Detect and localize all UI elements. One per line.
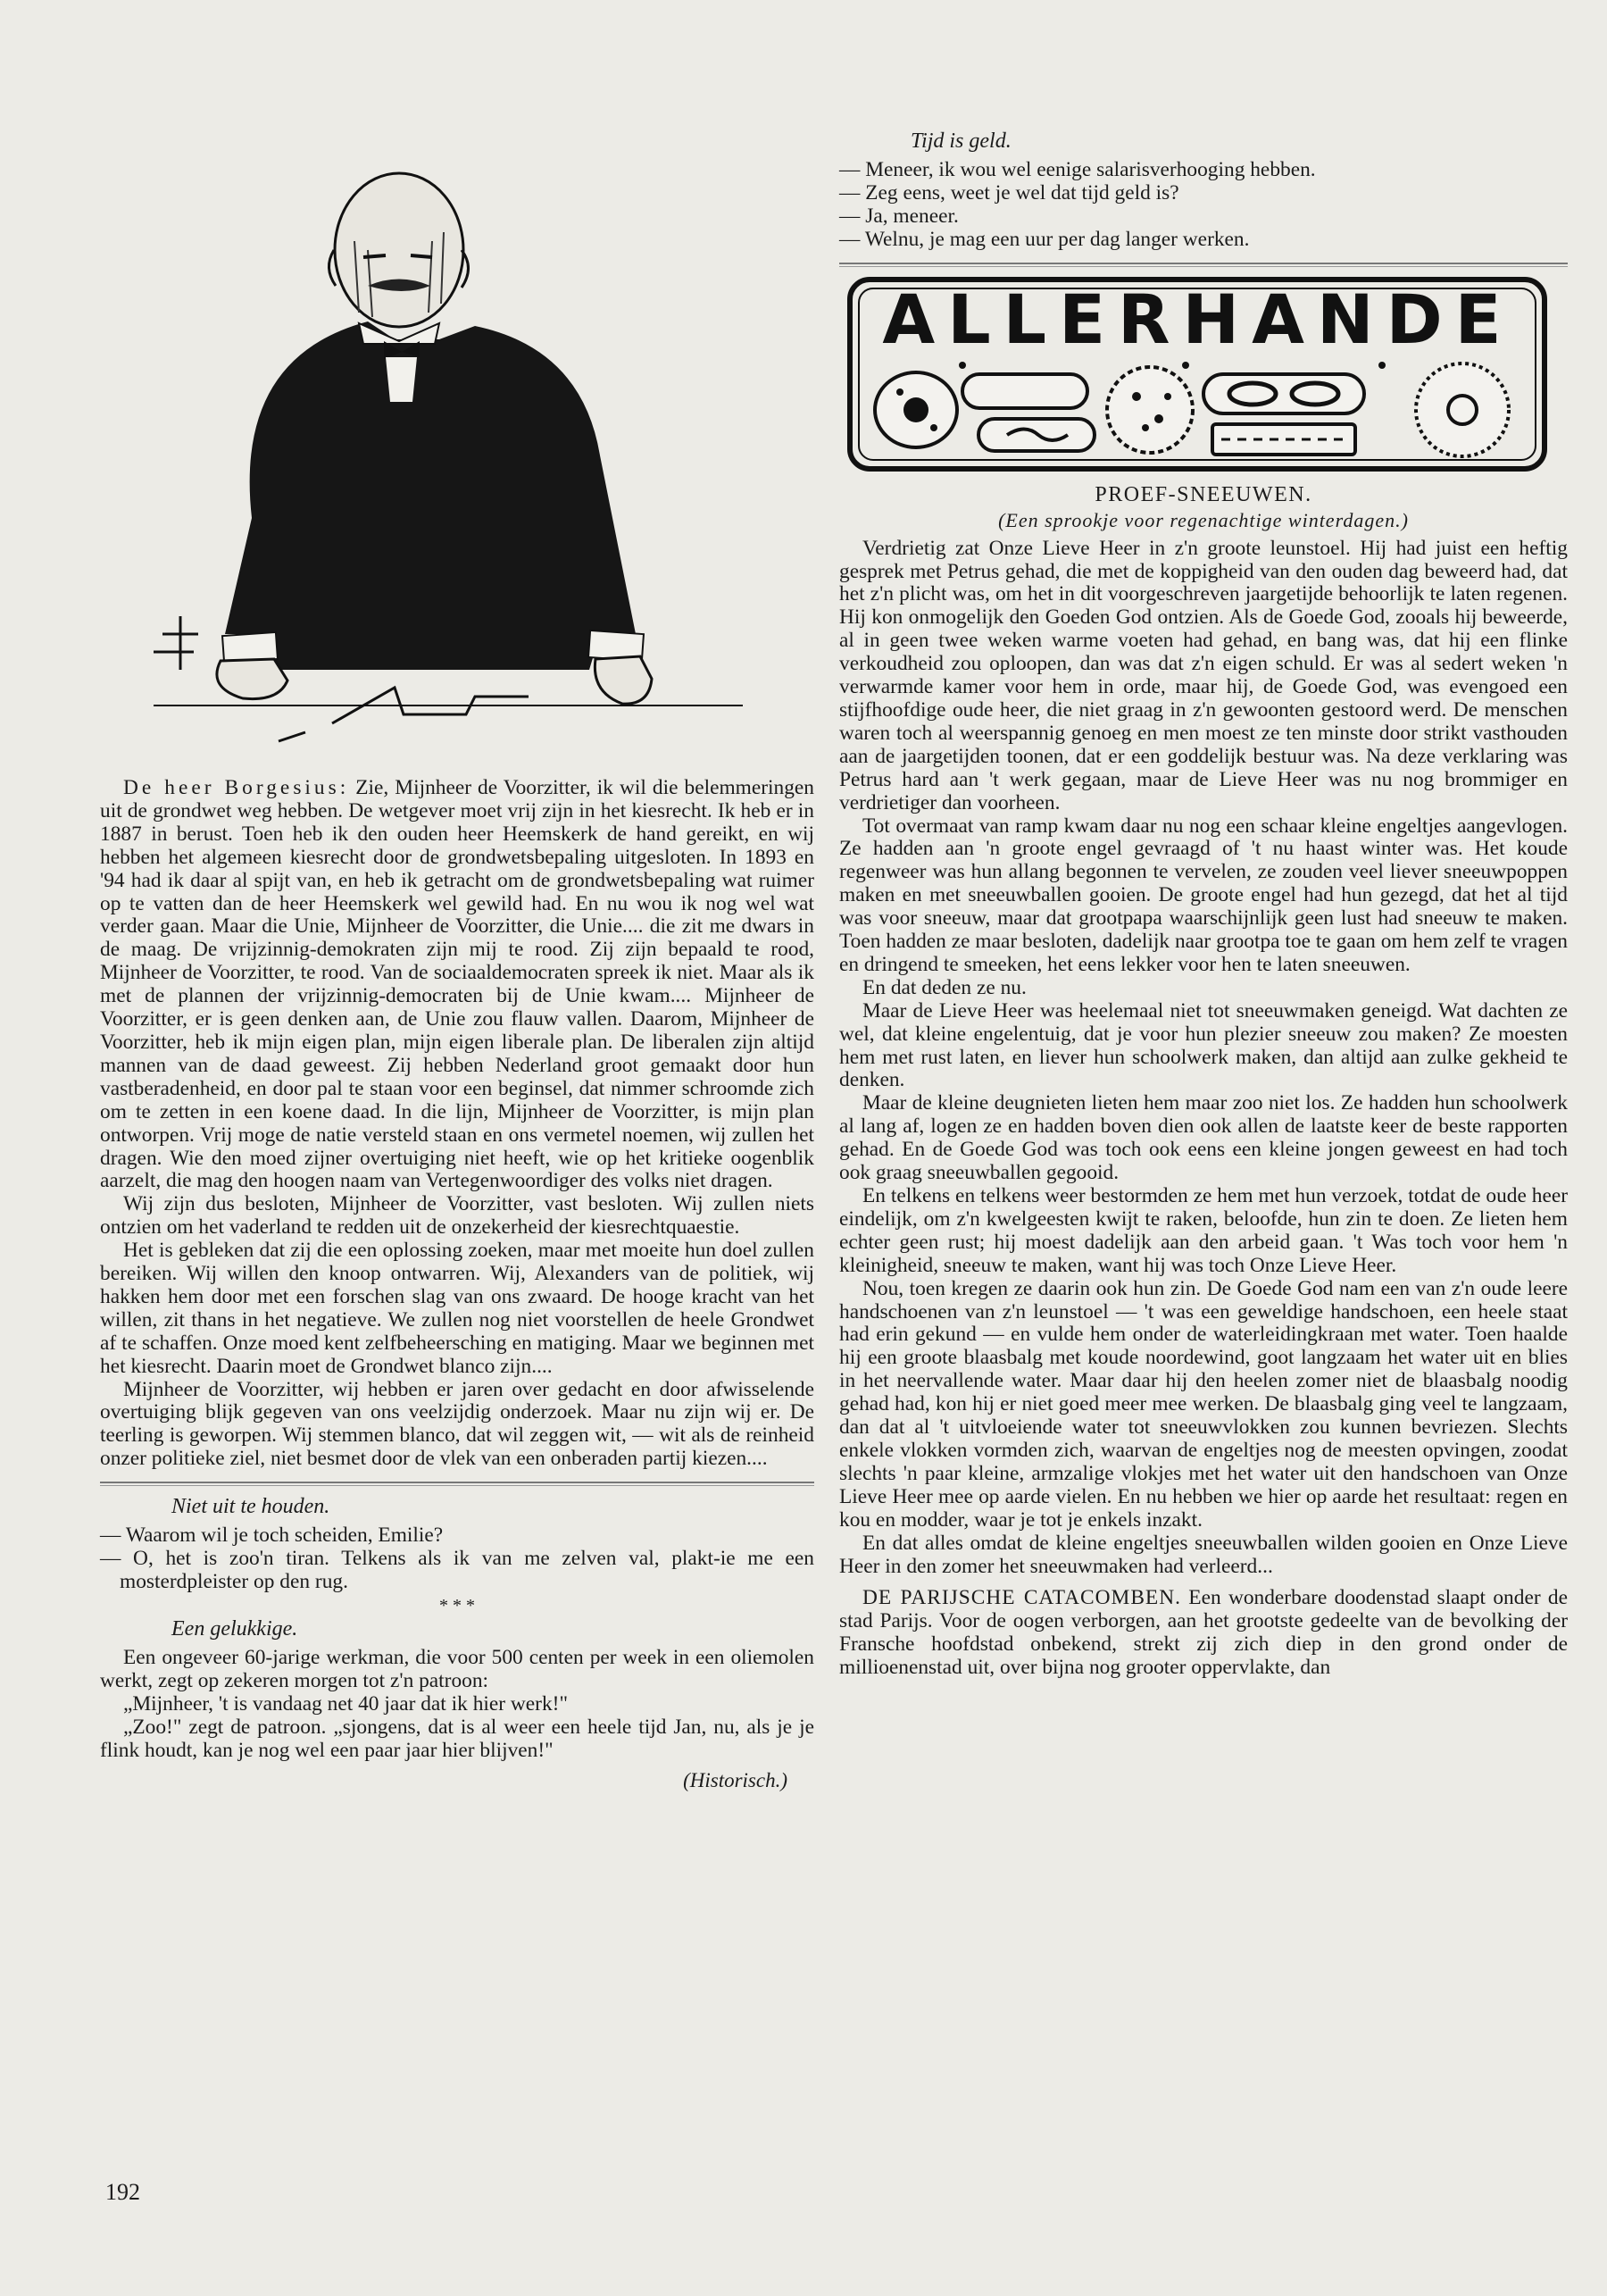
catacomb-paragraph <box>839 1587 1568 1680</box>
article-subtitle: (Een sprookje voor regenachtige winterdagen.) <box>998 508 1409 531</box>
story-paragraph: Maar de kleine deugnieten lieten hem maar zoo niet los. Ze hadden hun schoolwerk al lang af, logen ze en hadden boven dien ook allen de laatste keer de beste rapporten gehad. En de Goede God was toch ook eens een kleine jongen geweest en had toch ook graag sneeuwballen gegooid. <box>839 1091 1568 1185</box>
biscuit-icon <box>962 374 1095 451</box>
banner-title: ALLERHANDE <box>882 279 1514 359</box>
joke-line: — Zeg eens, weet je wel dat tijd geld is? <box>839 180 1179 205</box>
joke-line: — Waarom wil je toch scheiden, Emilie? <box>100 1524 444 1548</box>
ring-cookie-icon <box>1416 363 1509 456</box>
allerhande-banner <box>846 276 1548 472</box>
story-paragraph: En dat alles omdat de kleine engeltjes sneeuwballen wilden gooien en Onze Lieve Heer in den zomer het sneeuwmaken had verleerd... <box>839 1531 1568 1578</box>
story-paragraph: Nou, toen kregen ze daarin ook hun zin. De Goede God nam een van z'n oude leere handschoenen van z'n leunstoel — 't was een geweldige handschoen, een heele staat had erin gekund — en vulde hem onder de waterleidingkraan met water. Toen haalde hij een groote blaasbalg met koude noordewind, goot langzaam het water uit en blies in het neervallende water. Maar daar hij den heelen zomer niet de blaasbalg noodig gehad had, kon hij er niet goed meer mee werken. De blaasbalg ging veel te langzaam, dan dat al 't uitvloeiende water tot sneeuwvlokken zou kunnen bevriezen. Slechts enkele vlokken vormden zich, waarvan de engeltjes nog de meesten opvingen, zoodat slechts 'n paar kleine, armzalige vlokjes met het water uit den handschoen van Onze Lieve Heer mee op aarde vielen. En nu hebben we hier op aarde het resultaat: regen en kou en modder, waar je tot je enkels inzakt. <box>839 1276 1568 1532</box>
joke-line: — Welnu, je mag een uur per dag langer werken. <box>839 227 1250 251</box>
paragraph-text: Zie, Mijnheer de Voorzitter, ik wil die belemmeringen uit de grondwet weg hebben. De wetgever moet vrij zijn in het kiesrecht. Ik heb er in 1887 in berust. Toen heb ik den ouden heer Heemskerk de hand gereikt, en wij hebben het algemeen kiesrecht door de grondwetsbepaling uitgesloten. In 1893 en '94 had ik daar al spijt van, en heb ik getracht om de grondwetsbepaling wat ruimer op te vatten dan de heer Heemskerk wel gewild had. En nu wou ik nog wel wat verder gaan. Maar die Unie, Mijnheer de Voorzitter, die Unie.... die zit me dwars in de maag. De vrijzinnig-demokraten zijn mij te rood. Zij zijn bepaald te rood, Mijnheer de Voorzitter, te rood. Van de sociaaldemocraten spreek ik niet. Maar als ik met de plannen der vrijzinnig-democraten bij de Unie kwam.... Mijnheer de Voorzitter, er is geen denken aan, de Unie zou flauw vallen. Daarom, Mijnheer de Voorzitter, heb ik mijn eigen plan, mijn eigen liberale plan. De liberalen zijn altijd mannen van de daad geweest. Zij hebben Nederland groot gemaakt door hun vastberadenheid, en door pal te staan voor een beginsel, dat nimmer schroomde zich om te zetten in een koene daad. In die lijn, Mijnheer de Voorzitter, is mijn plan ontworpen. Vrij moge de natie versteld staan en ons vermetel noemen, wij zullen het dragen. Wie den moed zijner overtuiging niet heeft, wie op het kritieke oogenblik aarzelt, die mag den hoogen naam van Vertegenwoordiger des volks niet dragen. <box>100 776 814 1193</box>
pretzel-icon <box>1203 374 1364 455</box>
story-paragraph: Verdrietig zat Onze Lieve Heer in z'n groote leunstoel. Hij had juist een heftig gesprek met Petrus gehad, die met de koppigheid van den ouden dag beweerd had, dat het z'n plicht was, om het in dit voorgeschreven jaargetijde behoorlijk te laten regenen. Hij kon onmogelijk den Goeden God ontzien. Als de Goede God, zooals hij beweerde, al in geen twee weken warme voeten had gehad, en bang was, dat hij een flinke verkoudheid zou oploopen, dan was dat z'n eigen schuld. Er was al sedert weken 'n verwarmde kamer voor hem in orde, maar hij, de Goede God, was evengoed een stijfhoofdige oude heer, die niet graag in z'n gewoonten gestoord werd. De menschen waren toch al weerspannig genoeg en men moest ze ten minste door strikt vasthouden aan de jaargetijden toonen, dat er een goddelijk bestuur was. Na deze verklaring was Petrus hard aan 't werk gegaan, maar de Lieve Heer was nu nog brommiger en verdrietiger dan voorheen. <box>839 536 1568 814</box>
cartoon-illustration <box>100 134 814 777</box>
catacomb-heading: DE PARIJSCHE CATACOMBEN. <box>862 1586 1181 1610</box>
article-title: PROEF-SNEEUWEN. <box>1095 482 1312 506</box>
joke-line: — Ja, meneer. <box>839 204 959 228</box>
section-divider <box>839 263 1568 267</box>
round-cookie-icon <box>1107 367 1193 453</box>
joke-line: „Zoo!" zegt de patroon. „sjongens, dat is al weer een heele tijd Jan, nu, als je je flink houdt, kan je nog wel een paar jaar hier blijven!" <box>100 1715 814 1762</box>
joke-line: — Meneer, ik wou wel eenige salarisverhooging hebben. <box>839 158 1316 181</box>
joke-line: — O, het is zoo'n tiran. Telkens als ik van me zelven val, plakt-ie me een mosterdpleister op den rug. <box>100 1547 814 1593</box>
joke-source: (Historisch.) <box>683 1769 787 1792</box>
separator-stars: * * * <box>439 1595 475 1616</box>
speech-paragraph: Het is gebleken dat zij die een oplossing zoeken, maar met moeite hun doel zullen bereiken. Wij willen den knoop ontwarren. Wij, Alexanders van de politiek, wij hakken hem door met een forschen slag van ons zwaard. De hooge kracht van het willen, zit thans in het negatieve. We zullen nog niet voorstellen de heele Grondwet af te schaffen. Onze moed kent zelfbeheersching en matiging. Maar we beginnen met het kiesrecht. Daarin moet de Grondwet blanco zijn.... <box>100 1239 814 1378</box>
politician-caricature <box>100 134 814 777</box>
joke-line: Een ongeveer 60-jarige werkman, die voor 500 centen per week in een oliemolen werkt, zegt op zekeren morgen tot z'n patroon: <box>100 1645 814 1692</box>
joke-tijd-is-geld <box>839 129 1568 252</box>
joke-title: Een gelukkige. <box>171 1616 298 1641</box>
joke-niet-uit-te-houden <box>100 1495 814 1594</box>
joke-title: Niet uit te houden. <box>171 1495 330 1519</box>
catacomb-text: Een wonderbare doodenstad slaapt onder de stad Parijs. Voor de oogen verborgen, aan het grootste gedeelte van de bevolking der Fransche hoofdstad onbekend, strekt zij zich diep in den grond onder de millioenenstad uit, over bijna nog grooter oppervlakte, dan <box>839 1586 1569 1680</box>
right-column <box>839 129 1569 1680</box>
story-paragraph: En dat deden ze nu. <box>862 975 1027 999</box>
story-paragraph: Maar de Lieve Heer was heelemaal niet tot sneeuwmaken geneigd. Wat dachten ze wel, dat kleine engelentuig, dat je voor hun plezier sneeuw zou maken? Ze moesten hem met rust laten, en liever hun schoolwerk maken, dan altijd aan zulke gekheid te denken. <box>839 998 1568 1092</box>
page-number: 192 <box>105 2179 140 2205</box>
joke-line: „Mijnheer, 't is vandaag net 40 jaar dat ik hier werk!" <box>123 1691 568 1716</box>
speech-paragraph <box>100 777 814 1193</box>
story-paragraph: Tot overmaat van ramp kwam daar nu nog een schaar kleine engeltjes aangevlogen. Ze hadden aan 'n groote engel gevraagd of 't nu haast winter was. Het koude regenweer was hun allang begonnen te vervelen, ze zouden veel liever sneeuwpoppen maken en met sneeuwballen gooien. De groote engel had hun gezegd, dat het al tijd was voor sneeuw, maar dat grootpapa waarschijnlijk geen lust had sneeuw te maken. Toen hadden ze maar besloten, dadelijk naar grootpa toe te gaan om hem zelf te vragen en dringend te smeeken, het eens lekker voor hen te laten sneeuwen. <box>839 814 1568 976</box>
cookie-icon <box>875 372 957 447</box>
joke-een-gelukkige <box>100 1617 814 1793</box>
section-divider <box>100 1482 814 1486</box>
speaker-name: De heer Borgesius: <box>123 776 350 799</box>
speech-paragraph: Wij zijn dus besloten, Mijnheer de Voorzitter, vast besloten. Wij zullen niets ontzien om het vaderland te redden uit de onzekerheid der kiesrechtquaestie. <box>100 1192 814 1240</box>
speech-paragraph: Mijnheer de Voorzitter, wij hebben er jaren over gedacht en door afwisselende overtuiging blijk gegeven van ons veelzijdig onderzoek. Maar nu zijn wij er. De teerling is geworpen. Wij stemmen blanco, dat wil zeggen wit, — wit als de reinheid onzer politieke ziel, niet besmet door de vlek van een onberaden partij kiezen.... <box>100 1377 814 1471</box>
joke-title: Tijd is geld. <box>911 129 1012 153</box>
story-paragraph: En telkens en telkens weer bestormden ze hem met hun verzoek, totdat de oude heer eindelijk, om z'n kwelgeesten kwijt te raken, beloofde, hun zin te doen. Ze lieten hem echter geen rust; hij moest dadelijk aan den arbeid gaan. 't Was toch voor hem 'n kleinigheid, sneeuw te maken, want hij was toch Onze Lieve Heer. <box>839 1184 1568 1277</box>
left-column <box>100 134 814 1792</box>
